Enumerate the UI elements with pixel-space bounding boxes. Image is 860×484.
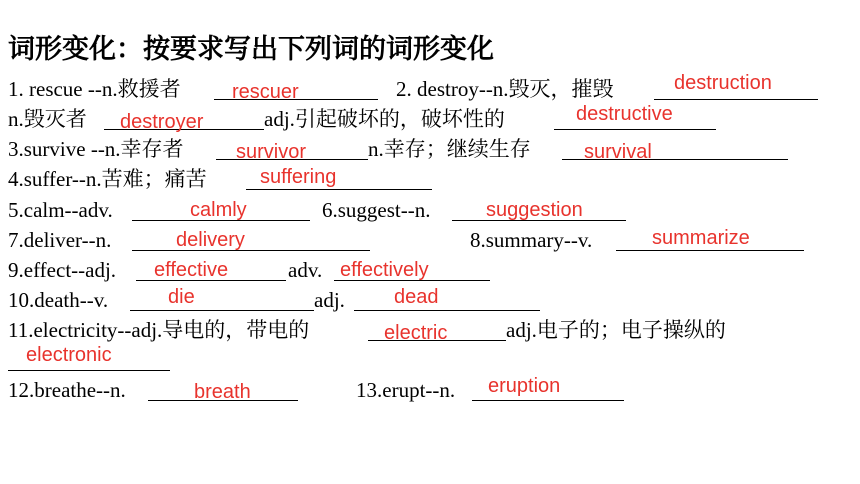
item-destroy-prompt: 2. destroy--n.毁灭，摧毁 bbox=[396, 77, 614, 101]
item-erupt-prompt: 13.erupt--n. bbox=[356, 378, 456, 402]
answer-breath: breath bbox=[194, 381, 251, 403]
item-deliver-prompt: 7.deliver--n. bbox=[8, 228, 112, 252]
answer-destructive: destructive bbox=[576, 103, 673, 125]
answer-blank bbox=[616, 250, 804, 251]
item-suffer-prompt: 4.suffer--n.苦难；痛苦 bbox=[8, 167, 207, 191]
item-survival-prompt: n.幸存；继续生存 bbox=[368, 137, 531, 161]
item-rescue-prompt: 1. rescue --n.救援者 bbox=[8, 77, 181, 101]
page-title: 词形变化：按要求写出下列词的词形变化 bbox=[8, 34, 494, 65]
item-electricity-prompt: 11.electricity--adj.导电的，带电的 bbox=[8, 318, 310, 342]
answer-suffering: suffering bbox=[260, 166, 337, 188]
item-death-prompt: 10.death--v. bbox=[8, 288, 109, 312]
item-electronic-prompt: adj.电子的；电子操纵的 bbox=[506, 318, 726, 342]
answer-destruction: destruction bbox=[674, 72, 772, 94]
answer-dead: dead bbox=[394, 286, 439, 308]
answer-delivery: delivery bbox=[176, 229, 245, 251]
answer-rescuer: rescuer bbox=[232, 81, 299, 103]
answer-blank bbox=[246, 189, 432, 190]
answer-calmly: calmly bbox=[190, 199, 247, 221]
item-destroyer-prompt: n.毁灭者 bbox=[8, 107, 87, 131]
answer-survival: survival bbox=[584, 141, 652, 163]
answer-survivor: survivor bbox=[236, 141, 307, 163]
answer-blank bbox=[354, 310, 540, 311]
answer-blank bbox=[8, 370, 170, 371]
item-effect-adv-prompt: adv. bbox=[288, 258, 323, 282]
answer-electric: electric bbox=[384, 322, 448, 344]
item-breathe-prompt: 12.breathe--n. bbox=[8, 378, 126, 402]
answer-effectively: effectively bbox=[340, 259, 429, 281]
item-calm-prompt: 5.calm--adv. bbox=[8, 198, 113, 222]
answer-die: die bbox=[168, 286, 195, 308]
item-death-adj-prompt: adj. bbox=[314, 288, 345, 312]
answer-suggestion: suggestion bbox=[486, 199, 583, 221]
answer-blank bbox=[132, 250, 370, 251]
item-effect-prompt: 9.effect--adj. bbox=[8, 258, 117, 282]
answer-blank bbox=[554, 129, 716, 130]
item-suggest-prompt: 6.suggest--n. bbox=[322, 198, 431, 222]
item-destructive-prompt: adj.引起破坏的，破坏性的 bbox=[264, 107, 505, 131]
answer-blank bbox=[472, 400, 624, 401]
item-survive-prompt: 3.survive --n.幸存者 bbox=[8, 137, 184, 161]
answer-effective: effective bbox=[154, 259, 229, 281]
answer-electronic: electronic bbox=[26, 344, 112, 366]
answer-summarize: summarize bbox=[652, 227, 750, 249]
answer-eruption: eruption bbox=[488, 375, 561, 397]
answer-destroyer: destroyer bbox=[120, 111, 204, 133]
item-summary-prompt: 8.summary--v. bbox=[470, 228, 593, 252]
answer-blank bbox=[654, 99, 818, 100]
answer-blank bbox=[130, 310, 314, 311]
